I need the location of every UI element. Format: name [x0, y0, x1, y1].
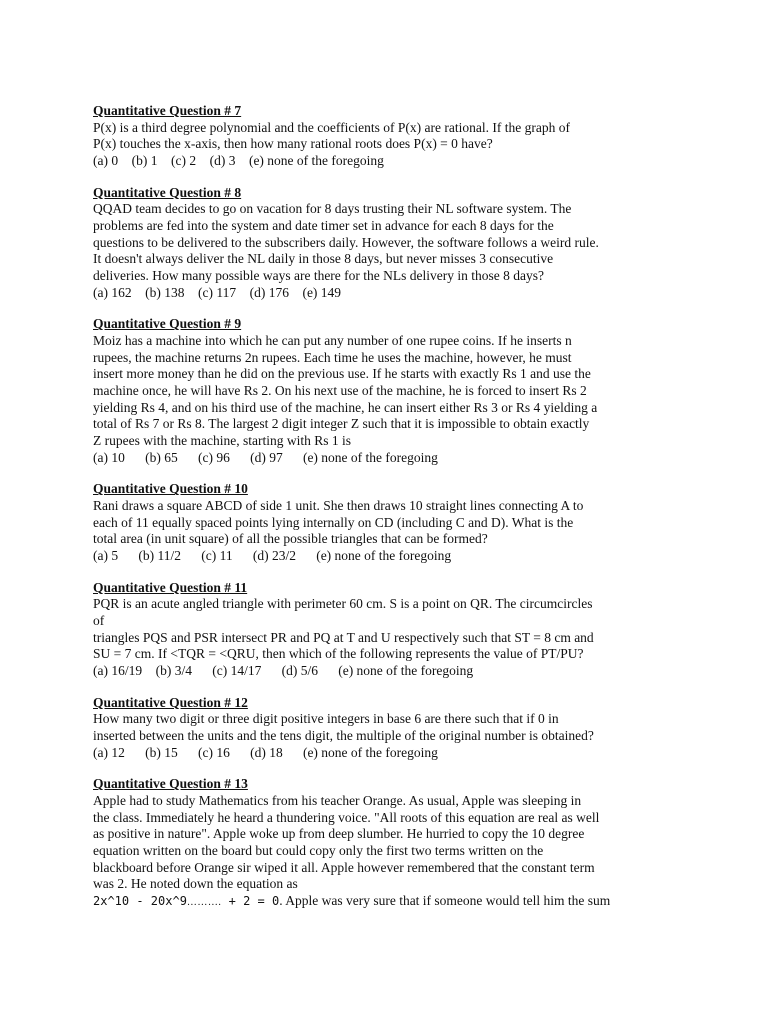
question-title: Quantitative Question # 12 [93, 694, 248, 710]
question-title: Quantitative Question # 13 [93, 776, 248, 792]
question-text-line: triangles PQS and PSR intersect PR and PQ at T and U respectively such that ST = 8 cm and [93, 629, 594, 645]
question-7 [93, 103, 683, 170]
question-8 [93, 185, 683, 302]
answer-options: (a) 16/19 (b) 3/4 (c) 14/17 (d) 5/6 (e) none of the foregoing [93, 663, 474, 679]
answer-options: (a) 12 (b) 15 (c) 16 (d) 18 (e) none of the foregoing [93, 744, 438, 760]
question-9 [93, 316, 683, 466]
question-text-line: How many two digit or three digit positive integers in base 6 are there such that if 0 in [93, 711, 559, 727]
question-text-line: Moiz has a machine into which he can put any number of one rupee coins. If he inserts n [93, 332, 572, 348]
question-text-line: P(x) touches the x-axis, then how many rational roots does P(x) = 0 have? [93, 136, 493, 152]
equation-part-1: 2x^10 - 20x^9 [93, 894, 187, 909]
question-text-line: deliveries. How many possible ways are there for the NLs delivery in those 8 days? [93, 267, 544, 283]
question-text-line: questions to be delivered to the subscribers daily. However, the software follows a weird rule. [93, 234, 599, 250]
question-13 [93, 776, 683, 911]
question-title: Quantitative Question # 9 [93, 316, 242, 332]
question-text-line: Apple had to study Mathematics from his teacher Orange. As usual, Apple was sleeping in [93, 792, 582, 808]
question-text-line: equation written on the board but could copy only the first two terms written on the [93, 843, 544, 858]
equation-part-2: + 2 = 0 [221, 894, 280, 909]
equation-line [93, 893, 683, 912]
question-text-line: It doesn't always deliver the NL daily in those 8 days, but never misses 3 consecutive [93, 251, 554, 267]
question-text-line: PQR is an acute angled triangle with perimeter 60 cm. S is a point on QR. The circumcircles [93, 596, 593, 612]
question-text-line: each of 11 equally spaced points lying internally on CD (including C and D). What is the [93, 514, 574, 530]
question-text-line: the class. Immediately he heard a thundering voice. "All roots of this equation are real as well [93, 809, 600, 825]
question-text-line: blackboard before Orange sir wiped it all. Apple however remembered that the constant term [93, 859, 595, 875]
question-text-line: total of Rs 7 or Rs 8. The largest 2 digit integer Z such that it is impossible to obtain exactly [93, 416, 590, 432]
answer-options: (a) 162 (b) 138 (c) 117 (d) 176 (e) 149 [93, 284, 342, 300]
question-text-line: rupees, the machine returns 2n rupees. Each time he uses the machine, however, he must [93, 349, 572, 365]
question-title: Quantitative Question # 10 [93, 481, 248, 497]
question-text-line: problems are fed into the system and date timer set in advance for each 8 days for the [93, 217, 554, 233]
question-text-line: Z rupees with the machine, starting with Rs 1 is [93, 433, 351, 449]
equation-trailing-text: . Apple was very sure that if someone would tell him the sum [279, 893, 611, 909]
question-text-line: machine once, he will have Rs 2. On his next use of the machine, he is forced to insert Rs 2 [93, 382, 587, 398]
question-11 [93, 580, 683, 680]
question-text-line: as positive in nature". Apple woke up from deep slumber. He hurried to copy the 10 degree [93, 826, 585, 842]
question-text-line: insert more money than he did on the previous use. If he starts with exactly Rs 1 and use the [93, 366, 591, 382]
question-text-line: of [93, 612, 105, 628]
question-title: Quantitative Question # 7 [93, 103, 242, 118]
answer-options: (a) 10 (b) 65 (c) 96 (d) 97 (e) none of the foregoing [93, 449, 438, 465]
question-text-line: total area (in unit square) of all the possible triangles that can be formed? [93, 531, 488, 547]
equation-ellipsis: ………. [186, 897, 222, 909]
question-12 [93, 695, 683, 762]
question-title: Quantitative Question # 11 [93, 579, 248, 595]
question-text-line: yielding Rs 4, and on his third use of the machine, he can insert either Rs 3 or Rs 4 yielding a [93, 399, 598, 415]
document-page [93, 103, 683, 927]
question-title: Quantitative Question # 8 [93, 184, 242, 200]
question-text-line: SU = 7 cm. If <TQR = <QRU, then which of the following represents the value of PT/PU? [93, 646, 584, 662]
question-text-line: P(x) is a third degree polynomial and the coefficients of P(x) are rational. If the graph of [93, 119, 570, 135]
question-10 [93, 481, 683, 564]
answer-options: (a) 0 (b) 1 (c) 2 (d) 3 (e) none of the foregoing [93, 152, 384, 168]
question-text-line: inserted between the units and the tens digit, the multiple of the original number is obtained? [93, 727, 594, 743]
question-text-line: Rani draws a square ABCD of side 1 unit. She then draws 10 straight lines connecting A to [93, 497, 584, 513]
answer-options: (a) 5 (b) 11/2 (c) 11 (d) 23/2 (e) none of the foregoing [93, 548, 452, 564]
question-text-line: QQAD team decides to go on vacation for 8 days trusting their NL software system. The [93, 201, 572, 217]
question-text-line: was 2. He noted down the equation as [93, 876, 298, 892]
